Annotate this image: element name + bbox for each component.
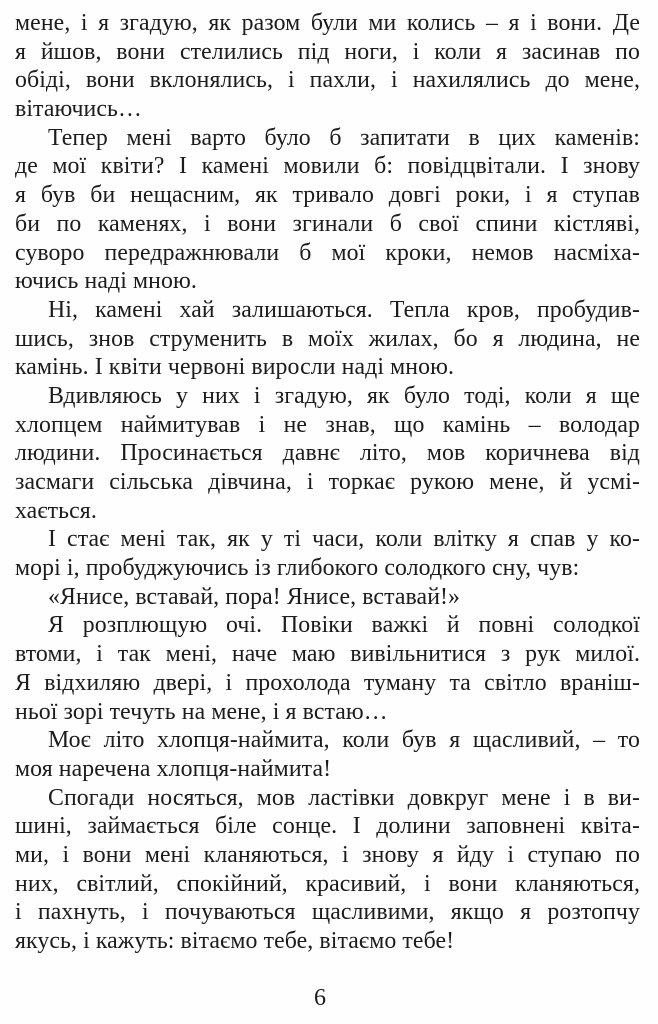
text-line: втоми, і так мені, наче маю вивільнитися з рук милої. bbox=[15, 641, 640, 668]
text-line: камінь. І квіти червоні виросли наді мною. bbox=[15, 354, 455, 381]
text-line: хлопцем наймитував і не знав, що камінь – володар bbox=[15, 411, 640, 438]
text-line: вітаючись… bbox=[15, 96, 142, 123]
text-line: моя наречена хлопця-наймита! bbox=[15, 755, 332, 782]
text-line: Тепер мені варто було б запитати в цих каменів: bbox=[48, 124, 640, 151]
text-line: суворо передражнювали б мої кроки, немов насміха- bbox=[15, 239, 640, 266]
text-line: Моє літо хлопця-наймита, коли був я щасливий, – то bbox=[48, 727, 640, 754]
text-line: Я відхиляю двері, і прохолода туману та світло враніш- bbox=[15, 669, 640, 696]
text-line: Я розплющую очі. Повіки важкі й повні солодкої bbox=[48, 612, 640, 639]
page-footer bbox=[0, 984, 640, 1012]
text-line: якусь, і кажуть: вітаємо тебе, вітаємо тебе! bbox=[15, 928, 455, 954]
text-line: би по каменях, і вони згинали б свої спини кістляві, bbox=[15, 210, 640, 237]
text-line: ньої зорі течуть на мене, і я встаю… bbox=[15, 698, 388, 725]
text-line: я був би нещасним, як тривало довгі роки, і я ступав bbox=[15, 182, 640, 209]
text-line: обіді, вони вклонялись, і пахли, і нахилялись до мене, bbox=[15, 67, 640, 94]
text-line: я йшов, вони стелились під ноги, і коли я засинав по bbox=[15, 38, 640, 65]
text-line: «Янисе, вставай, пора! Янисе, вставай!» bbox=[48, 583, 461, 610]
text-line: і пахнуть, і почуваються щасливими, якщо я розтопчу bbox=[15, 899, 640, 926]
text-line: Вдивляюсь у них і згадую, як було тоді, коли я ще bbox=[48, 382, 640, 409]
text-line: них, світлий, спокійний, красивий, і вони кланяються, bbox=[15, 870, 640, 897]
text-line: ми, і вони мені кланяються, і знову я йду і ступаю по bbox=[15, 841, 640, 868]
text-line: хається. bbox=[15, 497, 97, 524]
text-line: людини. Просинається давнє літо, мов коричнева від bbox=[15, 440, 640, 467]
text-line: Спогади носяться, мов ластівки довкруг мене і в ви- bbox=[48, 784, 640, 811]
page-number: 6 bbox=[314, 985, 326, 1011]
text-line: мене, і я згадую, як разом були ми колись – я і вони. Де bbox=[15, 10, 640, 36]
text-line: засмаги сільська дівчина, і торкає рукою мене, й усмі- bbox=[15, 469, 640, 495]
text-line: морі і, пробуджуючись із глибокого солодкого сну, чув: bbox=[15, 555, 580, 582]
page-text bbox=[15, 9, 640, 956]
text-line: шині, займається біле сонце. І долини заповнені квіта- bbox=[15, 813, 640, 840]
text-line: шись, знов струменить в моїх жилах, бо я людина, не bbox=[15, 325, 640, 352]
text-line: де мої квіти? І камені мовили б: повідцвітали. І знову bbox=[15, 153, 640, 180]
text-line: ючись наді мною. bbox=[15, 268, 197, 295]
text-line: І стає мені так, як у ті часи, коли влітку я спав у ко- bbox=[48, 526, 640, 553]
text-line: Ні, камені хай залишаються. Тепла кров, пробудив- bbox=[48, 296, 640, 323]
